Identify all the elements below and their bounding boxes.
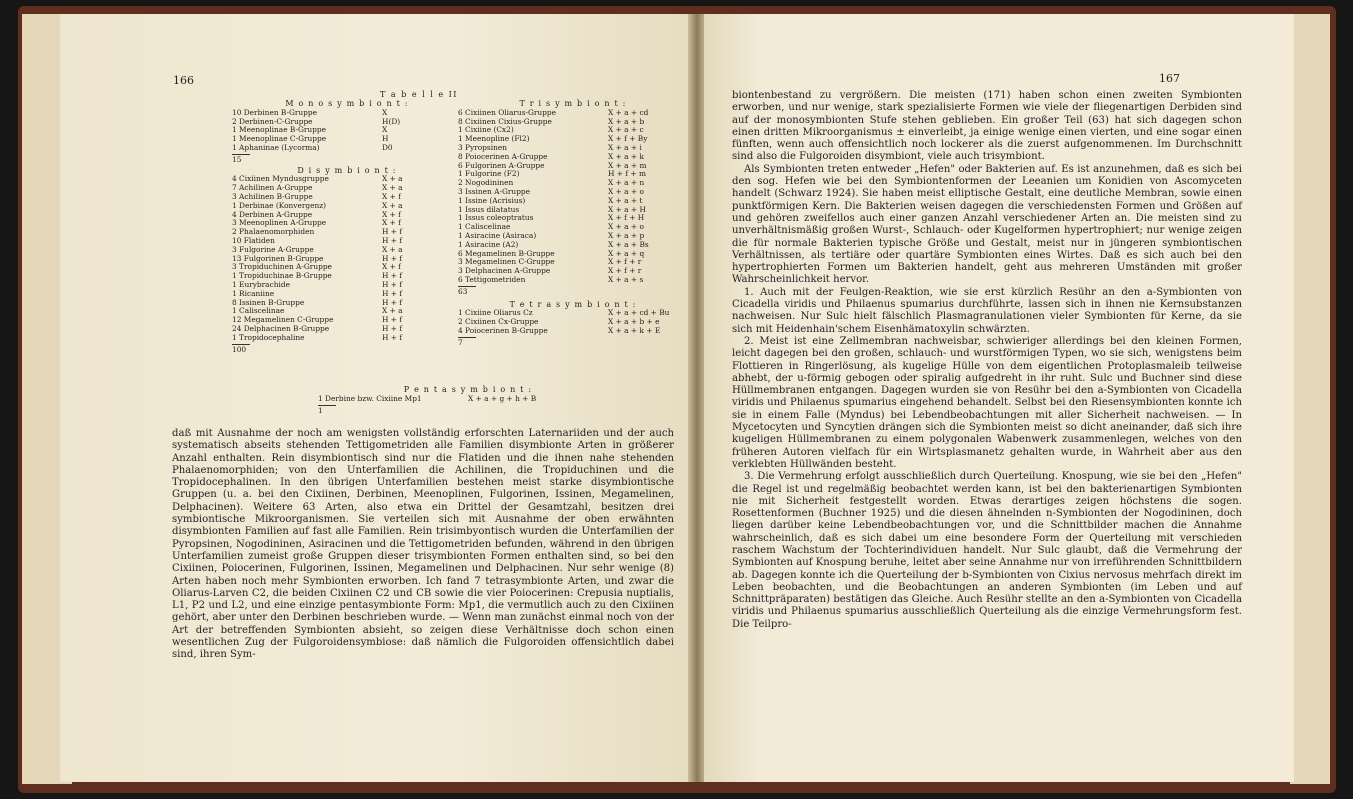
page-number-right: 167 — [1159, 72, 1180, 85]
group-name: 3 Tropiduchinen A-Gruppe — [232, 262, 332, 272]
penta-heading: P e n t a s y m b i o n t : — [403, 385, 533, 394]
symbiont-formula: X + f — [382, 209, 401, 219]
table-row — [318, 395, 618, 404]
mono-rows — [232, 109, 462, 153]
symbiont-formula: H + f — [382, 315, 403, 325]
symbiont-formula: X + a + g + h + B — [468, 393, 537, 403]
symbiont-formula: H + f — [382, 332, 403, 342]
symbiont-formula: X — [382, 125, 388, 135]
symbiont-formula: H + f — [382, 253, 403, 263]
group-name: 1 Issus dilatatus — [458, 204, 520, 214]
body-paragraph: daß mit Ausnahme der noch am wenigsten vollständig erforschten Laternariiden und der auch systematisch abseits stehenden Tettigometriden alle Familien disymbionte Arten in größerer Anzahl enthalten. Rein disymbiontisch sind nur die Flatiden und die ihnen nahe stehenden Phalaenomorphiden; von den Unterfamilien die Achilinen, die Tropiduchinen und die Tropidocephalinen. In den übrigen Unterfamilien bestehen meist starke disymbiontische Gruppen (u. a. bei den Cixiinen, Derbinen, Meenoplinen, Fulgorinen, Issinen, Megamelinen, Delphacinen). Weitere 63 Arten, also etwa ein Drittel der Gesamtzahl, besitzen drei symbiontische Mikroorganismen. Sie verteilen sich mit Ausnahme der oben erwähnten disymbionten Familien auf fast alle Familien. Rein trisimbyontisch wurden die Unterfamilien der Pyropsinen, Nogodininen, Asiracinen und die Tettigometriden befunden, während in den übrigen Unterfamilien zumeist große Gruppen dieser trisymbionten Formen enthalten sind, so bei den Cixiinen, Poiocerinen, Fulgorinen, Issinen, Megamelinen und Delphacinen. Nur sehr wenige (8) Arten haben noch mehr Symbionten erworben. Ich fand 7 tetrasymbionte Arten, und zwar die Oliarus-Larven C2, die beiden Cixiinen C2 und CB sowie die vier Poiocerinen: Crepusia nuptialis, L1, P2 und L2, und eine einzige pentasymbionte Form: Mp1, die vermutlich auch zu den Cixiinen gehört, aber unter den Derbinen beschrieben wurde. — Wenn man zunächst einmal noch von der Art der betreffenden Symbionten absieht, so zeigen diese Verhältnisse doch schon einen wesentlichen Zug der Fulgoroidensymbiose: daß nämlich die Fulgoroiden offensichtlich dabei sind, ihren Sym- — [172, 428, 674, 661]
left-body-text — [172, 428, 674, 662]
symbiont-formula: X + a + i — [608, 142, 642, 152]
group-name: 1 Fulgorine (F2) — [458, 169, 520, 179]
group-name: 1 Meenoplinae C-Gruppe — [232, 134, 327, 144]
di-heading: D i s y m b i o n t : — [297, 165, 397, 175]
symbiont-formula: X + f — [382, 191, 401, 201]
mono-heading: M o n o s y m b i o n t : — [285, 99, 409, 108]
symbiont-formula: X + a + t — [608, 195, 643, 205]
group-name: 1 Meenoplinae B-Gruppe — [232, 125, 327, 135]
group-name: 3 Achilinen B-Gruppe — [232, 191, 313, 201]
symbiont-formula: X + f + r — [608, 257, 642, 267]
group-name: 3 Megamelinen C-Gruppe — [458, 257, 555, 267]
table-row — [458, 276, 688, 285]
group-name: 1 Eurybrachide — [232, 279, 290, 289]
symbiont-formula: H + f — [382, 279, 403, 289]
group-name: 6 Megamelinen B-Gruppe — [458, 248, 555, 258]
group-name: 24 Delphacinen B-Gruppe — [232, 323, 330, 333]
group-name: 1 Asiracine (A2) — [458, 239, 519, 249]
table-caption: T a b e l l e II — [380, 90, 458, 99]
symbiont-formula: X + a + Bs — [608, 239, 649, 249]
mono-total: 15 — [232, 154, 242, 164]
di-rows — [232, 175, 462, 342]
page-number-left: 166 — [173, 74, 194, 87]
left-page — [60, 14, 690, 782]
tetra-rows — [458, 309, 688, 335]
group-name: 6 Fulgorinen A-Gruppe — [458, 160, 545, 170]
di-total: 100 — [232, 344, 247, 354]
paragraph-5: 3. Die Vermehrung erfolgt ausschließlich durch Querteilung. Knospung, wie sie bei den „Hefen" die Regel ist und regelmäßig beobachtet werden kann, ist bei den bakterienartigen Symbionten nie mit Sicherheit festgestellt worden. Etwas derartiges zeigen höchstens die sogen. Rosettenformen (Buchner 1925) und die diesen ähnelnden n-Symbionten der Nogodininen, doch liegen darüber keine Lebendbeobachtungen vor, und die Schnittbilder machen die Annahme wahrscheinlich, daß es sich dabei um eine besondere Form der Querteilung mit verschieden raschem Wachstum der Tochterindividuen handelt. Nur Sulc glaubt, daß die Vermehrung der Symbionten auf Knospung beruhe, leitet aber seine Annahme nur von irreführenden Schnittbildern ab. Dagegen konnte ich die Querteilung der b-Symbionten von Cixius nervosus mehrfach direkt im Leben beobachten, und die Beobachtungen an anderen Symbionten (im Leben und auf Schnittpräparaten) bestätigen das Gleiche. Auch Resühr stellte an den a-Symbionten von Cicadella viridis und Philaenus spumarius ausschließlich Querteilung als die einzige Vermehrungsform fest. Die Teilpro- — [732, 471, 1242, 630]
symbiont-formula: X + a + n — [608, 178, 645, 188]
group-name: 1 Derbine bzw. Cixiine Mp1 — [318, 393, 422, 403]
symbiont-formula: X + a + k + E — [608, 325, 661, 335]
symbiont-formula: X + a — [382, 174, 403, 184]
table-column-left — [232, 100, 462, 354]
group-name: 1 Cixiine Oliarus Cz — [458, 308, 533, 318]
group-name: 2 Derbinen-C-Gruppe — [232, 116, 313, 126]
group-name: 3 Issinen A-Gruppe — [458, 186, 531, 196]
symbiont-formula: X + a — [382, 306, 403, 316]
symbiont-formula: X + a + o — [608, 222, 644, 232]
group-name: 8 Poiocerinen A-Gruppe — [458, 151, 548, 161]
symbiont-formula: H + f — [382, 227, 403, 237]
group-name: 12 Megamelinen C-Gruppe — [232, 315, 334, 325]
symbiont-formula: X + a — [382, 200, 403, 210]
group-name: 2 Cixiinen Cx-Gruppe — [458, 317, 539, 327]
symbiont-formula: D0 — [382, 142, 393, 152]
group-name: 1 Tropidocephaline — [232, 332, 305, 342]
group-name: 1 Caliscelinae — [458, 222, 511, 232]
penta-total: 1 — [318, 405, 323, 415]
tri-rows — [458, 109, 688, 285]
symbiont-formula: H + f — [382, 288, 403, 298]
group-name: 13 Fulgorinen B-Gruppe — [232, 253, 324, 263]
symbiont-formula: X + f + H — [608, 213, 645, 223]
symbiont-formula: X + a + b — [608, 116, 645, 126]
group-name: 1 Issine (Acrisius) — [458, 195, 526, 205]
paragraph-3: 1. Auch mit der Feulgen-Reaktion, wie sie erst kürzlich Resühr an den a-Symbionten von Cicadella viridis und Philaenus spumarius durchführte, lassen sich in ihnen nie Kernsubstanzen nachweisen. Nur Sulc hielt fälschlich Plasmagranulationen vieler Symbionten für Kerne, da sie sich mit Heidenhain'schem Eisenhämatoxylin schwärzten. — [732, 286, 1242, 335]
symbiont-formula: X + f + By — [608, 134, 648, 144]
symbiont-formula: X + a + m — [608, 160, 647, 170]
group-name: 1 Derbinae (Konvergenz) — [232, 200, 327, 210]
tetra-total: 7 — [458, 337, 463, 347]
group-name: 4 Derbinen A-Gruppe — [232, 209, 313, 219]
symbiont-formula: X + a — [382, 244, 403, 254]
symbiont-formula: X + a + H — [608, 204, 646, 214]
symbiont-formula: H(D) — [382, 116, 401, 126]
symbiont-formula: H + f — [382, 323, 403, 333]
group-name: 1 Meenopline (Fl2) — [458, 134, 530, 144]
symbiont-formula: X — [382, 107, 388, 117]
table-row — [458, 327, 688, 336]
group-name: 1 Asiracine (Asiraca) — [458, 230, 537, 240]
symbiont-formula: X + a + c — [608, 125, 644, 135]
penta-rows — [318, 395, 618, 404]
symbiont-formula: X + a + k — [608, 151, 644, 161]
group-name: 7 Achilinen A-Gruppe — [232, 183, 313, 193]
paragraph-4: 2. Meist ist eine Zellmembran nachweisbar, schwieriger allerdings bei den kleinen Formen, leicht dagegen bei den großen, schlauch- und wurstförmigen Typen, wo sie sich, wenigstens beim Flottieren in Ringerlösung, als kugelige Hülle von dem eigentlichen Protoplasmaleib teilweise abhebt, der u-förmig gebogen oder spiralig aufgedreht in ihr ruht. Sulc und Buchner sind diese Hüllmembranen entgangen. Dagegen wurden sie von Resühr bei den a-Symbionten von Cicadella viridis und Philaenus spumarius eingehend behandelt. Selbst bei den Riesensymbionten konnte ich sie in einem Falle (Myndus) bei Lebendbeobachtungen mit aller Sicherheit nachweisen. — In Mycetocyten und Syncytien drängen sich die Symbionten meist so dicht aneinander, daß sich ihre kugeligen Hüllmembranen zu einem polygonalen Wabenwerk zusammenlegen, welches von den früheren Autoren vielfach für ein Wirtsplasmanetz gehalten wurde, in Wahrheit aber aus den verklebten Hüllwänden besteht. — [732, 335, 1242, 470]
symbiont-formula: X + f — [382, 218, 401, 228]
paragraph-2: Als Symbionten treten entweder „Hefen" oder Bakterien auf. Es ist anzunehmen, daß es sich bei den sog. Hefen wie bei den Symbiontenformen der Leeanien um Konidien von Ascomyceten handelt (Schwarz 1924). Sie haben meist elliptische Gestalt, eine deutliche Membran, sowie einen punktförmigen Kern. Die Bakterien weisen dagegen die verschiedensten Formen und Größen auf und gehören zweifellos auch einer ganzen Anzahl verschiedener Arten an. Die meisten sind zu unverhältnismäßig großen Wurst-, Schlauch- oder Kugelformen hypertrophiert; nur wenige zeigen die für normale Bakterien typische Größe und Gestalt, meist nur in jüngeren symbiontischen Verhältnissen, als tertiäre oder quartäre Symbionten eines Wirtes. Daß es sich auch bei den hypertrophierten Formen um Bakterien handelt, geht aus mehreren Umständen mit großer Wahrscheinlichkeit hervor. — [732, 163, 1242, 286]
group-name: 2 Phalaenomorphiden — [232, 227, 315, 237]
symbiont-formula: H + f + m — [608, 169, 646, 179]
symbiont-formula: X + a + q — [608, 248, 645, 258]
group-name: 10 Flatiden — [232, 235, 275, 245]
group-name: 8 Issinen B-Gruppe — [232, 297, 305, 307]
table-row — [232, 334, 462, 343]
symbiont-formula: X + a + cd — [608, 107, 649, 117]
group-name: 1 Aphaninae (Lycorma) — [232, 142, 320, 152]
group-name: 1 Cixiine (Cx2) — [458, 125, 514, 135]
symbiont-formula: H + f — [382, 235, 403, 245]
symbiont-formula: X + a + o — [608, 186, 644, 196]
symbiont-formula: X + a + s — [608, 274, 644, 284]
symbiont-formula: X + a — [382, 183, 403, 193]
group-name: 3 Fulgorine A-Gruppe — [232, 244, 314, 254]
group-name: 3 Pyropsinen — [458, 142, 507, 152]
symbiont-formula: H — [382, 134, 389, 144]
tri-total: 63 — [458, 286, 468, 296]
table-row — [232, 144, 462, 153]
tetra-heading: T e t r a s y m b i o n t : — [509, 299, 637, 309]
group-name: 3 Delphacinen A-Gruppe — [458, 266, 551, 276]
group-name: 4 Cixiinen Myndusgruppe — [232, 174, 329, 184]
group-name: 1 Issus coleoptratus — [458, 213, 534, 223]
paragraph-1: biontenbestand zu vergrößern. Die meisten (171) haben schon einen zweiten Symbionten erworben, und nur wenige, stark spezialisierte Formen wie viele der fliegenartigen Derbiden sind auf der monosymbionten Stufe stehen geblieben. Ein großer Teil (63) hat sich dagegen schon einen dritten Mikroorganismus ± einverleibt, ja einige wenige einen vierten, und eine sogar einen fünften, wenn auch offensichtlich noch lockerer als die zuerst aufgenommenen. Im Durchschnitt sind also die Fulgoroiden disymbiont, viele auch trisymbiont. — [732, 90, 1242, 163]
group-name: 6 Cixiinen Oliarus-Gruppe — [458, 107, 557, 117]
symbiont-formula: X + a + b + e — [608, 317, 660, 327]
group-name: 4 Poiocerinen B-Gruppe — [458, 325, 548, 335]
group-name: 10 Derbinen B-Gruppe — [232, 107, 318, 117]
group-name: 3 Meenoplinen A-Gruppe — [232, 218, 327, 228]
group-name: 1 Ricaniine — [232, 288, 275, 298]
group-name: 6 Tettigometriden — [458, 274, 526, 284]
page-edges-right — [1290, 14, 1330, 784]
symbiont-formula: X + a + cd + Bu — [608, 308, 670, 318]
symbiont-formula: H + f — [382, 271, 403, 281]
right-body-text — [732, 90, 1242, 631]
right-page — [704, 14, 1294, 782]
symbiont-formula: X + f — [382, 262, 401, 272]
symbiont-formula: X + a + p — [608, 230, 645, 240]
group-name: 1 Caliscelinae — [232, 306, 285, 316]
table-column-right — [458, 100, 688, 348]
symbiont-formula: X + f + r — [608, 266, 642, 276]
group-name: 2 Nogodininen — [458, 178, 514, 188]
table-penta — [318, 386, 618, 415]
group-name: 8 Cixiinen Cixius-Gruppe — [458, 116, 552, 126]
symbiont-formula: H + f — [382, 297, 403, 307]
tri-heading: T r i s y m b i o n t : — [519, 99, 627, 108]
group-name: 1 Tropiduchinae B-Gruppe — [232, 271, 332, 281]
